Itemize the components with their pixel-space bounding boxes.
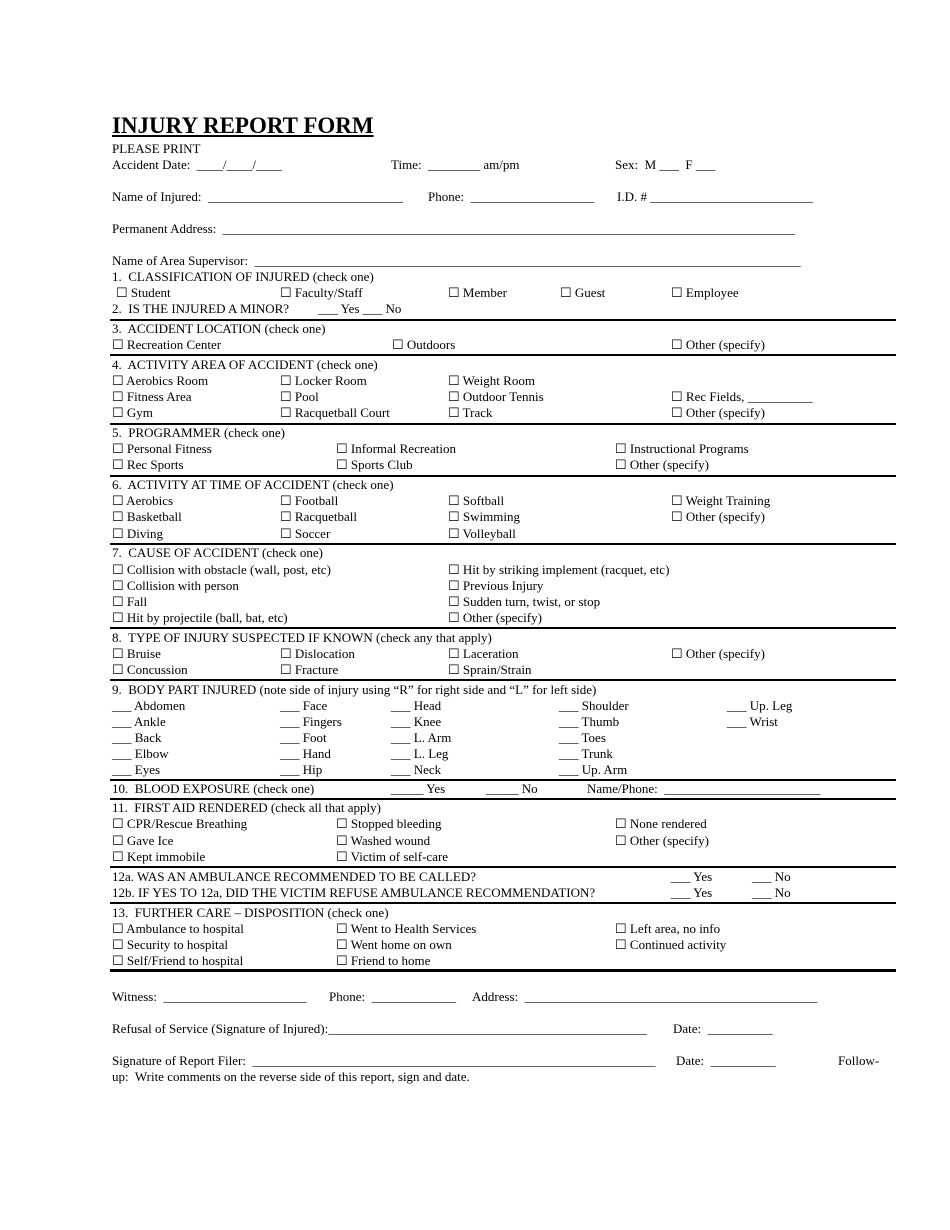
section-11-heading: 11. FIRST AID RENDERED (check all that apply) [112,800,381,815]
checkbox-basketball[interactable]: ☐ Basketball [112,509,182,524]
accident-date-field[interactable]: Accident Date: ____/____/____ [112,157,283,172]
checkbox-locker-room[interactable]: ☐ Locker Room [280,373,367,388]
checkbox-football[interactable]: ☐ Football [280,493,339,508]
section-9-heading: 9. BODY PART INJURED (note side of injury using “R” for right side and “L” for left side) [112,682,597,697]
checkbox-volleyball[interactable]: ☐ Volleyball [448,526,516,541]
checkbox-informal-recreation[interactable]: ☐ Informal Recreation [336,441,456,456]
body-part-knee[interactable]: ___ Knee [391,714,442,729]
checkbox-racquetball[interactable]: ☐ Racquetball [280,509,357,524]
body-part-shoulder[interactable]: ___ Shoulder [559,698,629,713]
section-5-heading: 5. PROGRAMMER (check one) [112,425,285,440]
checkbox-programmer-other[interactable]: ☐ Other (specify) [615,457,709,472]
checkbox-previous-injury[interactable]: ☐ Previous Injury [448,578,544,593]
checkbox-first-aid-other[interactable]: ☐ Other (specify) [615,833,709,848]
checkbox-kept-immobile[interactable]: ☐ Kept immobile [112,849,206,864]
sex-field[interactable]: Sex: M ___ F ___ [615,157,716,172]
report-filer-signature-field[interactable]: Signature of Report Filer: ______________________________________________________________ [112,1053,656,1068]
checkbox-activity-other[interactable]: ☐ Other (specify) [671,509,765,524]
body-part-head[interactable]: ___ Head [391,698,442,713]
body-part-hip[interactable]: ___ Hip [280,762,323,777]
divider [110,969,896,972]
checkbox-location-other[interactable]: ☐ Other (specify) [671,337,765,352]
checkbox-sprain-strain[interactable]: ☐ Sprain/Strain [448,662,532,677]
body-part-l-arm[interactable]: ___ L. Arm [391,730,452,745]
section-2-minor-question[interactable]: 2. IS THE INJURED A MINOR? ___ Yes ___ No [112,301,402,316]
section-13-heading: 13. FURTHER CARE – DISPOSITION (check one) [112,905,389,920]
area-supervisor-field[interactable]: Name of Area Supervisor: ____________________________________________________________________________________ [112,253,801,268]
time-field[interactable]: Time: ________ am/pm [391,157,520,172]
checkbox-cause-other[interactable]: ☐ Other (specify) [448,610,542,625]
checkbox-sudden-turn[interactable]: ☐ Sudden turn, twist, or stop [448,594,601,609]
checkbox-recreation-center[interactable]: ☐ Recreation Center [112,337,222,352]
checkbox-aerobics-room[interactable]: ☐ Aerobics Room [112,373,209,388]
page-title: INJURY REPORT FORM [112,113,374,138]
divider [110,866,896,868]
checkbox-employee[interactable]: ☐ Employee [671,285,739,300]
checkbox-hit-projectile[interactable]: ☐ Hit by projectile (ball, bat, etc) [112,610,288,625]
checkbox-member[interactable]: ☐ Member [448,285,507,300]
checkbox-aerobics[interactable]: ☐ Aerobics [112,493,174,508]
checkbox-health-services[interactable]: ☐ Went to Health Services [336,921,477,936]
checkbox-went-home[interactable]: ☐ Went home on own [336,937,452,952]
checkbox-security-hospital[interactable]: ☐ Security to hospital [112,937,229,952]
body-part-up-arm[interactable]: ___ Up. Arm [559,762,628,777]
checkbox-hit-striking-implement[interactable]: ☐ Hit by striking implement (racquet, etc) [448,562,670,577]
checkbox-fall[interactable]: ☐ Fall [112,594,148,609]
body-part-back[interactable]: ___ Back [112,730,162,745]
checkbox-friend-home[interactable]: ☐ Friend to home [336,953,431,968]
checkbox-pool[interactable]: ☐ Pool [280,389,319,404]
checkbox-left-area[interactable]: ☐ Left area, no info [615,921,721,936]
checkbox-bruise[interactable]: ☐ Bruise [112,646,161,661]
checkbox-weight-room[interactable]: ☐ Weight Room [448,373,535,388]
permanent-address-field[interactable]: Permanent Address: ________________________________________________________________________________________ [112,221,795,236]
body-part-wrist[interactable]: ___ Wrist [727,714,778,729]
checkbox-cpr[interactable]: ☐ CPR/Rescue Breathing [112,816,248,831]
checkbox-track[interactable]: ☐ Track [448,405,493,420]
body-part-trunk[interactable]: ___ Trunk [559,746,613,761]
checkbox-collision-obstacle[interactable]: ☐ Collision with obstacle (wall, post, etc) [112,562,331,577]
section-4-heading: 4. ACTIVITY AREA OF ACCIDENT (check one) [112,357,378,372]
divider [110,902,896,904]
checkbox-self-friend-hospital[interactable]: ☐ Self/Friend to hospital [112,953,244,968]
body-part-toes[interactable]: ___ Toes [559,730,606,745]
divider [110,354,896,356]
refusal-date-field[interactable]: Date: __________ [673,1021,773,1036]
checkbox-diving[interactable]: ☐ Diving [112,526,164,541]
checkbox-dislocation[interactable]: ☐ Dislocation [280,646,355,661]
body-part-ankle[interactable]: ___ Ankle [112,714,166,729]
checkbox-instructional-programs[interactable]: ☐ Instructional Programs [615,441,749,456]
witness-phone-field[interactable]: Phone: _____________ [329,989,457,1004]
checkbox-gave-ice[interactable]: ☐ Gave Ice [112,833,174,848]
blood-exposure-yes[interactable]: _____ Yes [391,781,446,796]
checkbox-softball[interactable]: ☐ Softball [448,493,505,508]
section-6-heading: 6. ACTIVITY AT TIME OF ACCIDENT (check one) [112,477,394,492]
body-part-thumb[interactable]: ___ Thumb [559,714,620,729]
report-filer-date-field[interactable]: Date: __________ [676,1053,776,1068]
name-of-injured-field[interactable]: Name of Injured: ______________________________ [112,189,404,204]
blood-exposure-name-phone[interactable]: Name/Phone: ________________________ [587,781,821,796]
section-8-heading: 8. TYPE OF INJURY SUSPECTED IF KNOWN (check any that apply) [112,630,492,645]
checkbox-area-other[interactable]: ☐ Other (specify) [671,405,765,420]
checkbox-student[interactable]: ☐ Student [116,285,171,300]
checkbox-fracture[interactable]: ☐ Fracture [280,662,339,677]
checkbox-guest[interactable]: ☐ Guest [560,285,606,300]
question-12b-yes[interactable]: ___ Yes [671,885,713,900]
checkbox-gym[interactable]: ☐ Gym [112,405,153,420]
body-part-eyes[interactable]: ___ Eyes [112,762,161,777]
body-part-foot[interactable]: ___ Foot [280,730,327,745]
section-10-heading: 10. BLOOD EXPOSURE (check one) [112,781,315,796]
checkbox-faculty-staff[interactable]: ☐ Faculty/Staff [280,285,363,300]
body-part-fingers[interactable]: ___ Fingers [280,714,342,729]
checkbox-stopped-bleeding[interactable]: ☐ Stopped bleeding [336,816,442,831]
follow-up-label: Follow- [838,1053,880,1068]
checkbox-swimming[interactable]: ☐ Swimming [448,509,520,524]
id-field[interactable]: I.D. # _________________________ [617,189,813,204]
follow-up-note: up: Write comments on the reverse side of this report, sign and date. [112,1069,470,1084]
checkbox-racquetball-court[interactable]: ☐ Racquetball Court [280,405,390,420]
body-part-neck[interactable]: ___ Neck [391,762,442,777]
checkbox-washed-wound[interactable]: ☐ Washed wound [336,833,431,848]
divider [110,627,896,629]
checkbox-sports-club[interactable]: ☐ Sports Club [336,457,413,472]
question-12b-no[interactable]: ___ No [752,885,791,900]
checkbox-fitness-area[interactable]: ☐ Fitness Area [112,389,192,404]
blood-exposure-no[interactable]: _____ No [486,781,538,796]
witness-field[interactable]: Witness: ______________________ [112,989,307,1004]
section-7-heading: 7. CAUSE OF ACCIDENT (check one) [112,545,323,560]
checkbox-laceration[interactable]: ☐ Laceration [448,646,519,661]
body-part-hand[interactable]: ___ Hand [280,746,331,761]
body-part-elbow[interactable]: ___ Elbow [112,746,169,761]
checkbox-weight-training[interactable]: ☐ Weight Training [671,493,771,508]
body-part-l-leg[interactable]: ___ L. Leg [391,746,449,761]
question-12a: 12a. WAS AN AMBULANCE RECOMMENDED TO BE CALLED? [112,869,477,884]
checkbox-ambulance-hospital[interactable]: ☐ Ambulance to hospital [112,921,244,936]
phone-field[interactable]: Phone: ___________________ [428,189,595,204]
checkbox-rec-fields[interactable]: ☐ Rec Fields, __________ [671,389,813,404]
divider [110,679,896,681]
body-part-abdomen[interactable]: ___ Abdomen [112,698,186,713]
checkbox-outdoors[interactable]: ☐ Outdoors [392,337,456,352]
question-12a-yes[interactable]: ___ Yes [671,869,713,884]
checkbox-collision-person[interactable]: ☐ Collision with person [112,578,239,593]
checkbox-self-care[interactable]: ☐ Victim of self-care [336,849,449,864]
checkbox-soccer[interactable]: ☐ Soccer [280,526,331,541]
witness-address-field[interactable]: Address: _____________________________________________ [472,989,818,1004]
question-12a-no[interactable]: ___ No [752,869,791,884]
checkbox-outdoor-tennis[interactable]: ☐ Outdoor Tennis [448,389,544,404]
body-part-up-leg[interactable]: ___ Up. Leg [727,698,793,713]
question-12b: 12b. IF YES TO 12a, DID THE VICTIM REFUSE AMBULANCE RECOMMENDATION? [112,885,596,900]
checkbox-none-rendered[interactable]: ☐ None rendered [615,816,707,831]
checkbox-concussion[interactable]: ☐ Concussion [112,662,188,677]
section-3-heading: 3. ACCIDENT LOCATION (check one) [112,321,326,336]
checkbox-continued-activity[interactable]: ☐ Continued activity [615,937,727,952]
section-1-heading: 1. CLASSIFICATION OF INJURED (check one) [112,269,374,284]
checkbox-rec-sports[interactable]: ☐ Rec Sports [112,457,184,472]
checkbox-personal-fitness[interactable]: ☐ Personal Fitness [112,441,212,456]
checkbox-injury-other[interactable]: ☐ Other (specify) [671,646,765,661]
refusal-signature-field[interactable]: Refusal of Service (Signature of Injured):_________________________________________________ [112,1021,647,1036]
body-part-face[interactable]: ___ Face [280,698,328,713]
please-print-note: PLEASE PRINT [112,141,201,156]
